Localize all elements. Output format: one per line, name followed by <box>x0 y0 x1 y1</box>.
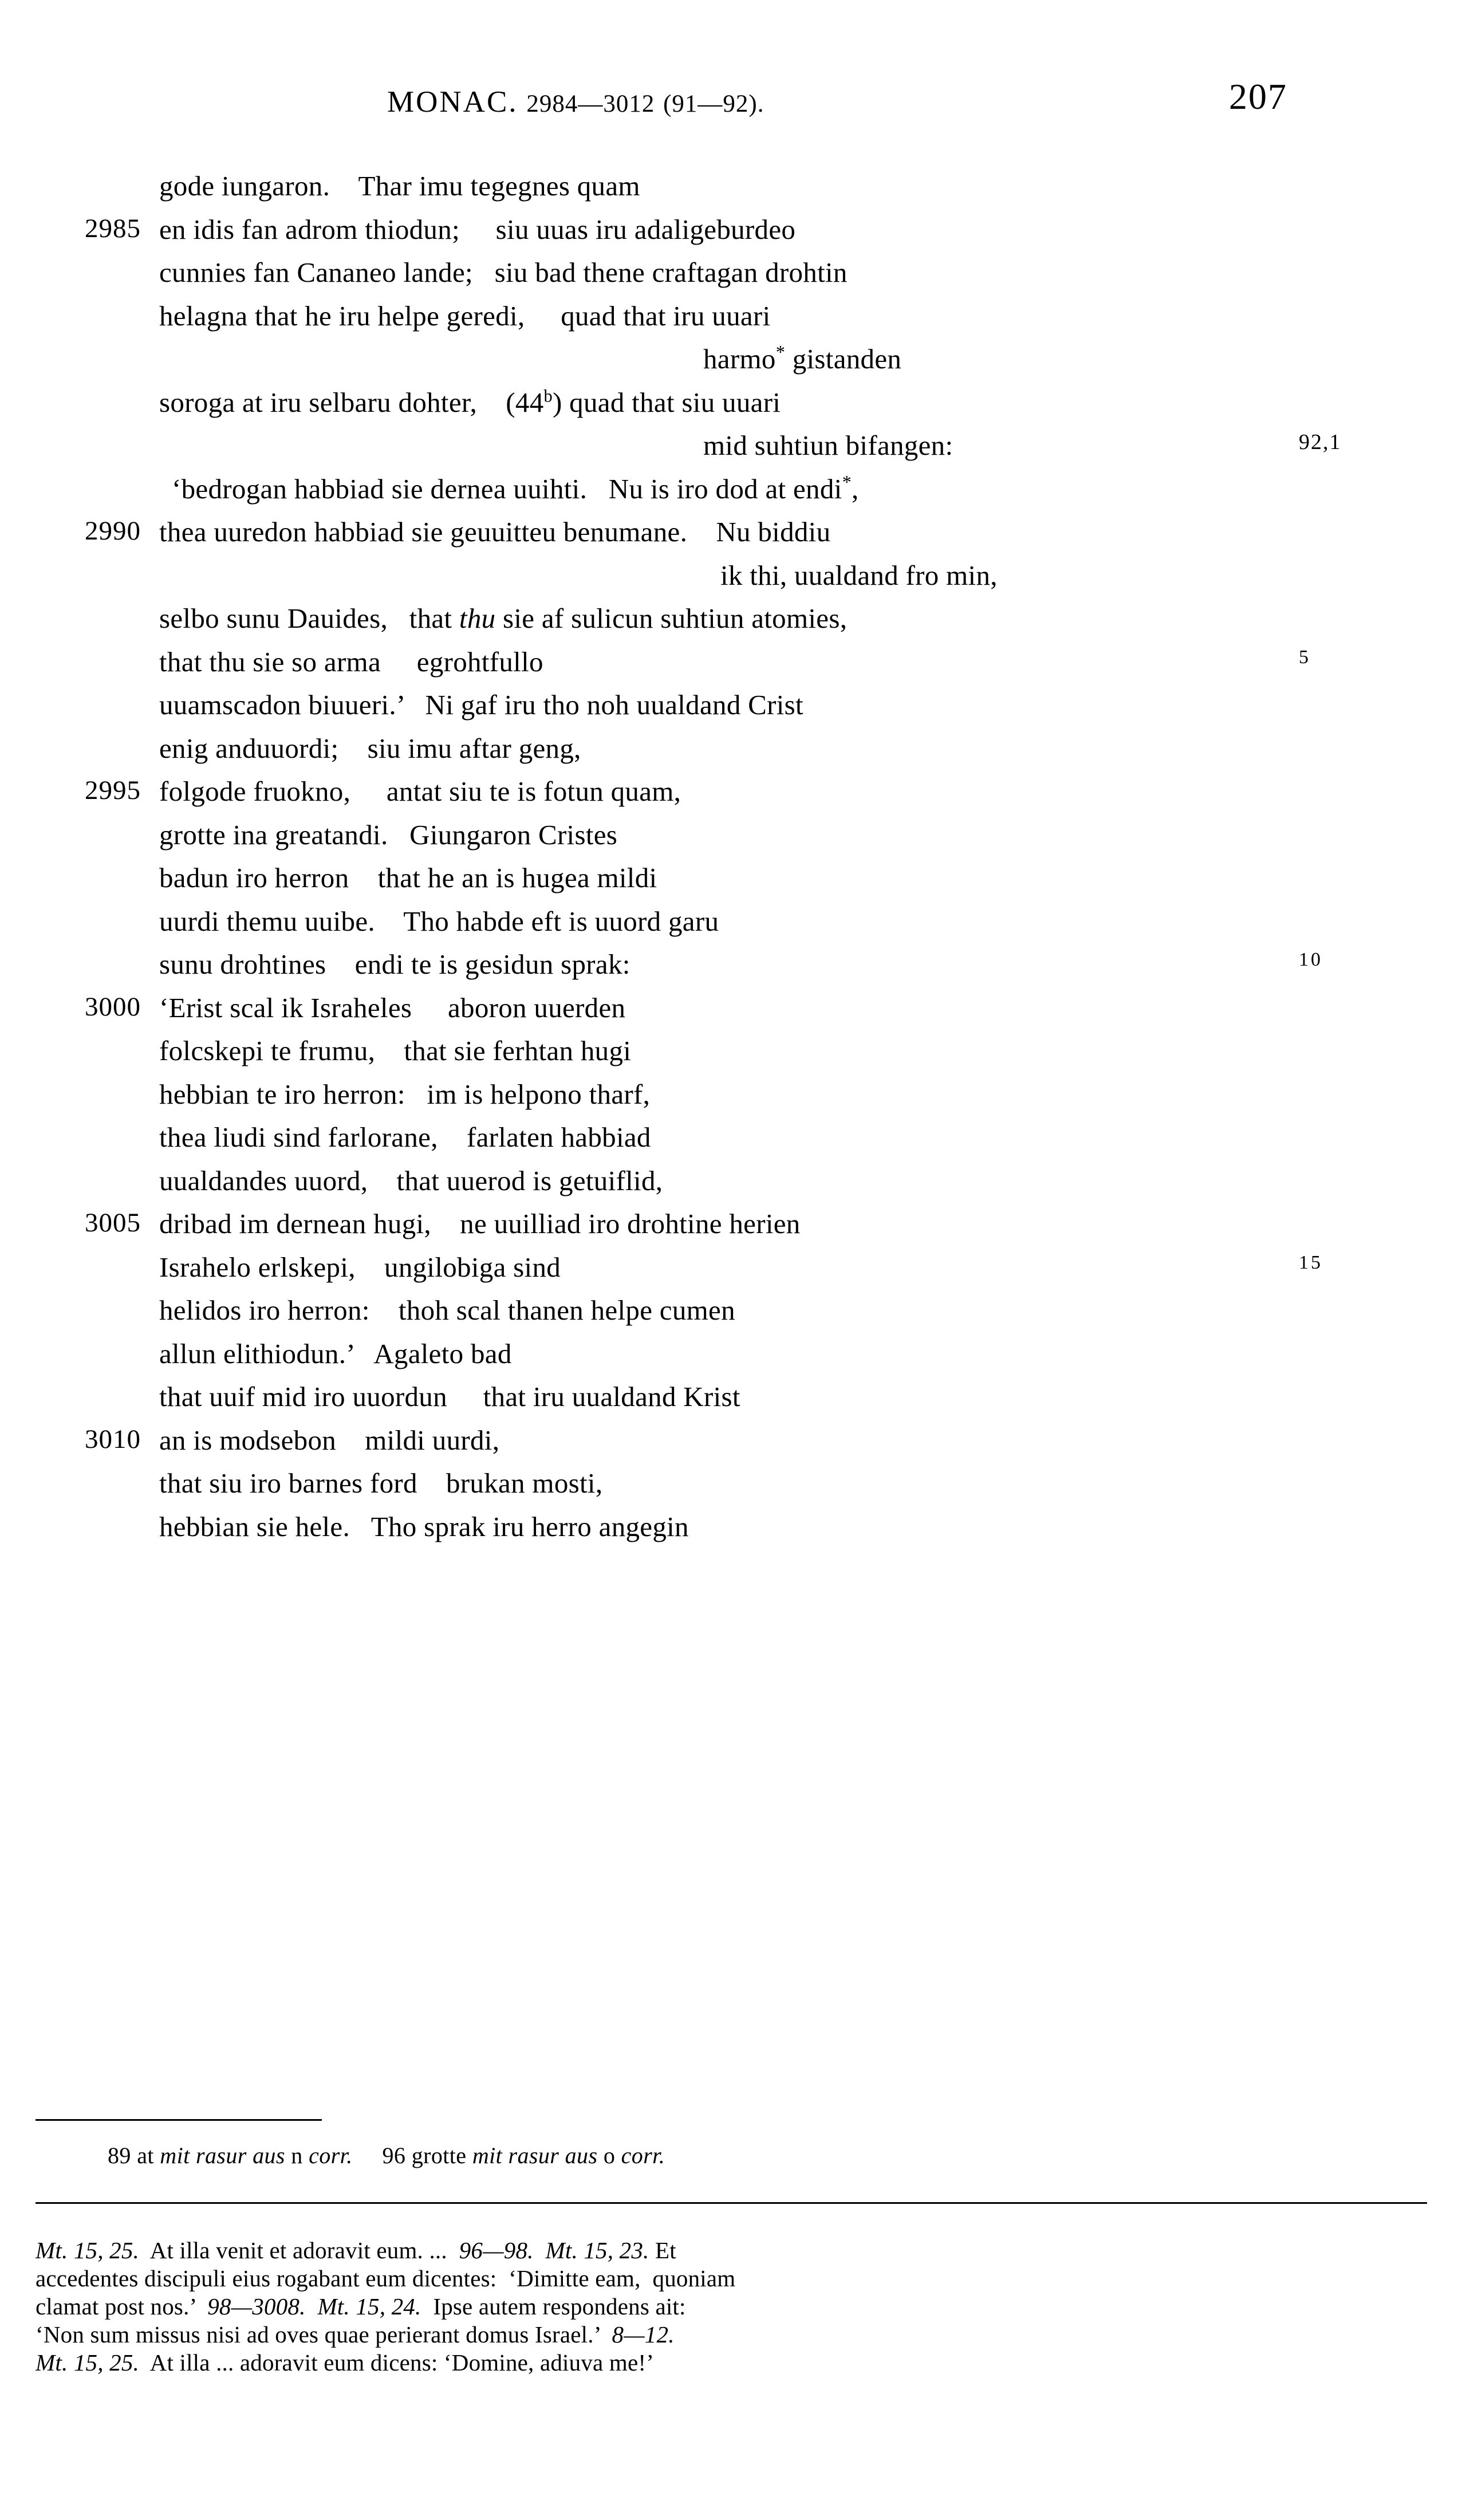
citation-line: Mt. 15, 25. At illa ... adoravit eum dicens: ‘Domine, adiuva me!’ <box>36 2349 655 2376</box>
verse-text: folgode fruokno, antat siu te is fotun quam, <box>159 775 681 807</box>
verse-text: ‘bedrogan habbiad sie dernea uuihti. Nu is iro dod at endi*, <box>172 471 859 505</box>
apparatus-entry: 96 grotte mit rasur aus o corr. <box>382 2143 665 2168</box>
running-head-verse-range: 2984—3012 <box>526 90 655 117</box>
running-head-sigil: MONAC. <box>387 85 518 119</box>
verse-number: 2995 <box>85 775 141 805</box>
margin-reference: 5 <box>1299 646 1311 668</box>
verse-text: uuamscadon biuueri.’ Ni gaf iru tho noh uualdand Crist <box>159 689 803 720</box>
running-head-folio-range: (91—92). <box>663 90 764 117</box>
margin-reference: 15 <box>1299 1251 1323 1273</box>
verse-text: thea uuredon habbiad sie geuuitteu benumane. Nu biddiu <box>159 516 831 548</box>
verse-text: an is modsebon mildi uurdi, <box>159 1424 500 1456</box>
verse-number: 2990 <box>85 516 141 546</box>
page-number: 207 <box>1229 76 1287 117</box>
citation-line: Mt. 15, 25. At illa venit et adoravit eum. ... 96—98. Mt. 15, 23. Et <box>36 2237 676 2263</box>
verse-text: ‘Erist scal ik Israheles aboron uuerden <box>159 991 626 1023</box>
verse-text: that siu iro barnes ford brukan mosti, <box>159 1467 603 1499</box>
margin-reference: 92,1 <box>1299 430 1342 454</box>
apparatus-line <box>108 2142 665 2169</box>
verse-text: enig anduuordi; siu imu aftar geng, <box>159 732 581 764</box>
citations-rule <box>36 2202 1427 2204</box>
running-head <box>0 74 1466 126</box>
verse-text: that thu sie so arma egrohtfullo <box>159 645 543 678</box>
verse-number: 3010 <box>85 1424 141 1454</box>
verse-text: harmo* gistanden <box>703 341 902 375</box>
citation-line: accedentes discipuli eius rogabant eum dicentes: ‘Dimitte eam, quoniam <box>36 2265 736 2291</box>
verse-text: selbo sunu Dauides, that thu sie af sulicun suhtiun atomies, <box>159 603 848 634</box>
verse-text: uurdi themu uuibe. Tho habde eft is uuord garu <box>159 905 719 937</box>
apparatus-entry: 89 at mit rasur aus n corr. <box>108 2143 353 2168</box>
verse-number: 2985 <box>85 213 141 243</box>
verse-text: hebbian te iro herron: im is helpono tharf, <box>159 1078 651 1110</box>
citation-line: clamat post nos.’ 98—3008. Mt. 15, 24. Ipse autem respondens ait: <box>36 2293 686 2320</box>
verse-text: ik thi, uualdand fro min, <box>720 559 998 591</box>
verse-text: dribad im dernean hugi, ne uuilliad iro drohtine herien <box>159 1208 801 1239</box>
verse-text: helagna that he iru helpe geredi, quad that iru uuari <box>159 300 771 332</box>
verse-text: mid suhtiun bifangen: <box>703 430 953 461</box>
margin-reference: 10 <box>1299 949 1323 970</box>
apparatus-rule <box>36 2119 322 2121</box>
verse-text: cunnies fan Cananeo lande; siu bad thene craftagan drohtin <box>159 257 848 288</box>
verse-text: uualdandes uuord, that uuerod is getuiflid, <box>159 1164 663 1196</box>
verse-text: grotte ina greatandi. Giungaron Cristes <box>159 818 618 850</box>
verse-number: 3005 <box>85 1208 141 1238</box>
verse-text: Israhelo erlskepi, ungilobiga sind <box>159 1251 561 1283</box>
verse-text: thea liudi sind farlorane, farlaten habbiad <box>159 1121 651 1153</box>
citation-line: ‘Non sum missus nisi ad oves quae perierant domus Israel.’ 8—12. <box>36 2321 675 2348</box>
verse-text: soroga at iru selbaru dohter, (44$^b$) quad that siu uuari <box>159 386 781 418</box>
running-head-title <box>387 85 764 119</box>
verse-text: en idis fan adrom thiodun; siu uuas iru adaligeburdeo <box>159 213 796 245</box>
verse-text: helidos iro herron: thoh scal thanen helpe cumen <box>159 1294 735 1326</box>
verse-text: gode iungaron. Thar imu tegegnes quam <box>159 170 640 202</box>
verse-text: allun elithiodun.’ Agaleto bad <box>159 1337 512 1369</box>
verse-number: 3000 <box>85 991 141 1022</box>
verse-text: folcskepi te frumu, that sie ferhtan hugi <box>159 1035 632 1066</box>
verse-text: badun iro herron that he an is hugea mildi <box>159 862 657 893</box>
verse-text: that uuif mid iro uuordun that iru uualdand Krist <box>159 1381 740 1412</box>
verse-text: hebbian sie hele. Tho sprak iru herro angegin <box>159 1510 689 1542</box>
verse-text: sunu drohtines endi te is gesidun sprak: <box>159 948 630 980</box>
